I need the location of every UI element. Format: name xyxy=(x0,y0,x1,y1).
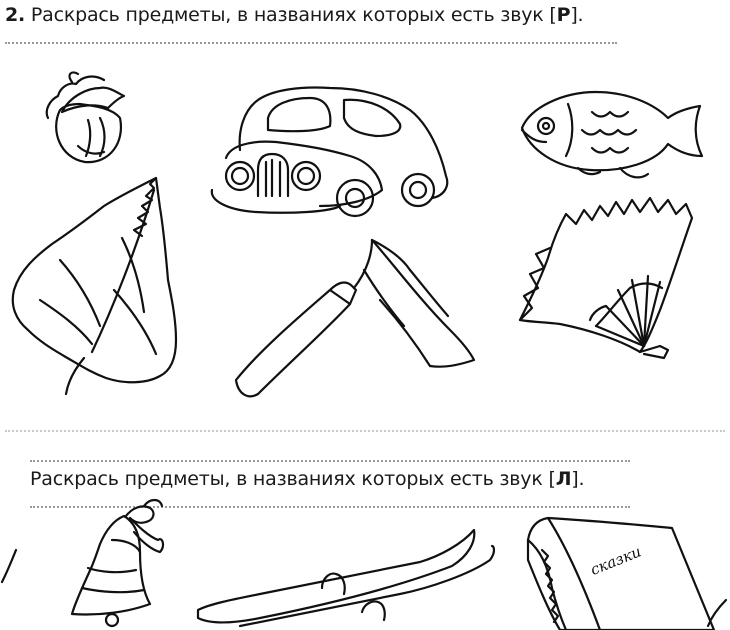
task-2-text-end: ]. xyxy=(571,468,585,490)
hazelnut-icon xyxy=(47,72,124,162)
task-1-text-end: ]. xyxy=(570,4,584,26)
task-number: 2. xyxy=(5,4,26,26)
book-icon xyxy=(528,518,726,630)
leaf-icon xyxy=(13,178,176,394)
bell-icon xyxy=(72,500,163,626)
axe-icon xyxy=(236,240,474,396)
fan-icon xyxy=(520,198,692,358)
task-2-text: Раскрась предметы, в названиях которых есть звук [ xyxy=(30,468,556,490)
skis-icon xyxy=(198,530,494,626)
task-2-sound: Л xyxy=(555,468,572,490)
car-icon xyxy=(212,88,447,217)
partial-edge-shape xyxy=(2,550,16,582)
fish-icon xyxy=(522,92,702,177)
task-1-sound: Р xyxy=(556,4,571,26)
task-1-text: Раскрась предметы, в названиях которых есть звук [ xyxy=(30,4,557,26)
book-title: сказки xyxy=(587,542,644,580)
